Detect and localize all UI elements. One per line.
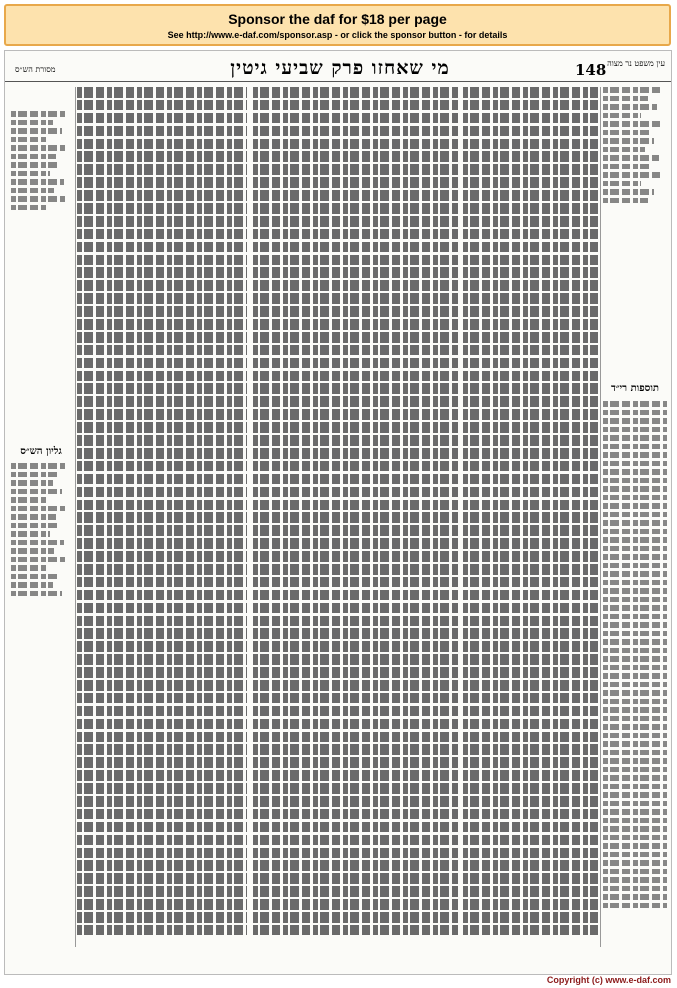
page-title: מי שאחזו פרק שביעי גיטין (230, 57, 450, 79)
sponsor-subtitle[interactable]: See http://www.e-daf.com/sponsor.asp - or click the sponsor button - for details (167, 30, 508, 40)
copyright-footer: Copyright (c) www.e-daf.com (546, 975, 671, 985)
tosafot-column (77, 87, 247, 947)
gilyon-column (11, 463, 71, 943)
masoret-column (11, 111, 71, 441)
page-number: 148 (575, 61, 607, 79)
ein-mishpat-column (603, 87, 667, 377)
sponsor-banner[interactable] (4, 4, 671, 46)
gilyon-title: גליון הש״ס (20, 446, 62, 457)
gemara-column (253, 87, 458, 947)
daf-page (4, 50, 672, 975)
page-header (5, 57, 671, 81)
sponsor-title: Sponsor the daf for $18 per page (228, 11, 447, 27)
masoret-label: מסורת הש״ס (15, 65, 56, 74)
column-divider (600, 87, 601, 947)
rashi-column (463, 87, 598, 947)
header-rule (5, 81, 672, 82)
tosafot-rid-column (603, 401, 667, 941)
ein-mishpat-label: עין משפט נר מצוה (607, 59, 665, 68)
column-divider (75, 87, 76, 947)
tosafot-rid-title: תוספות רי״ד (610, 383, 660, 394)
